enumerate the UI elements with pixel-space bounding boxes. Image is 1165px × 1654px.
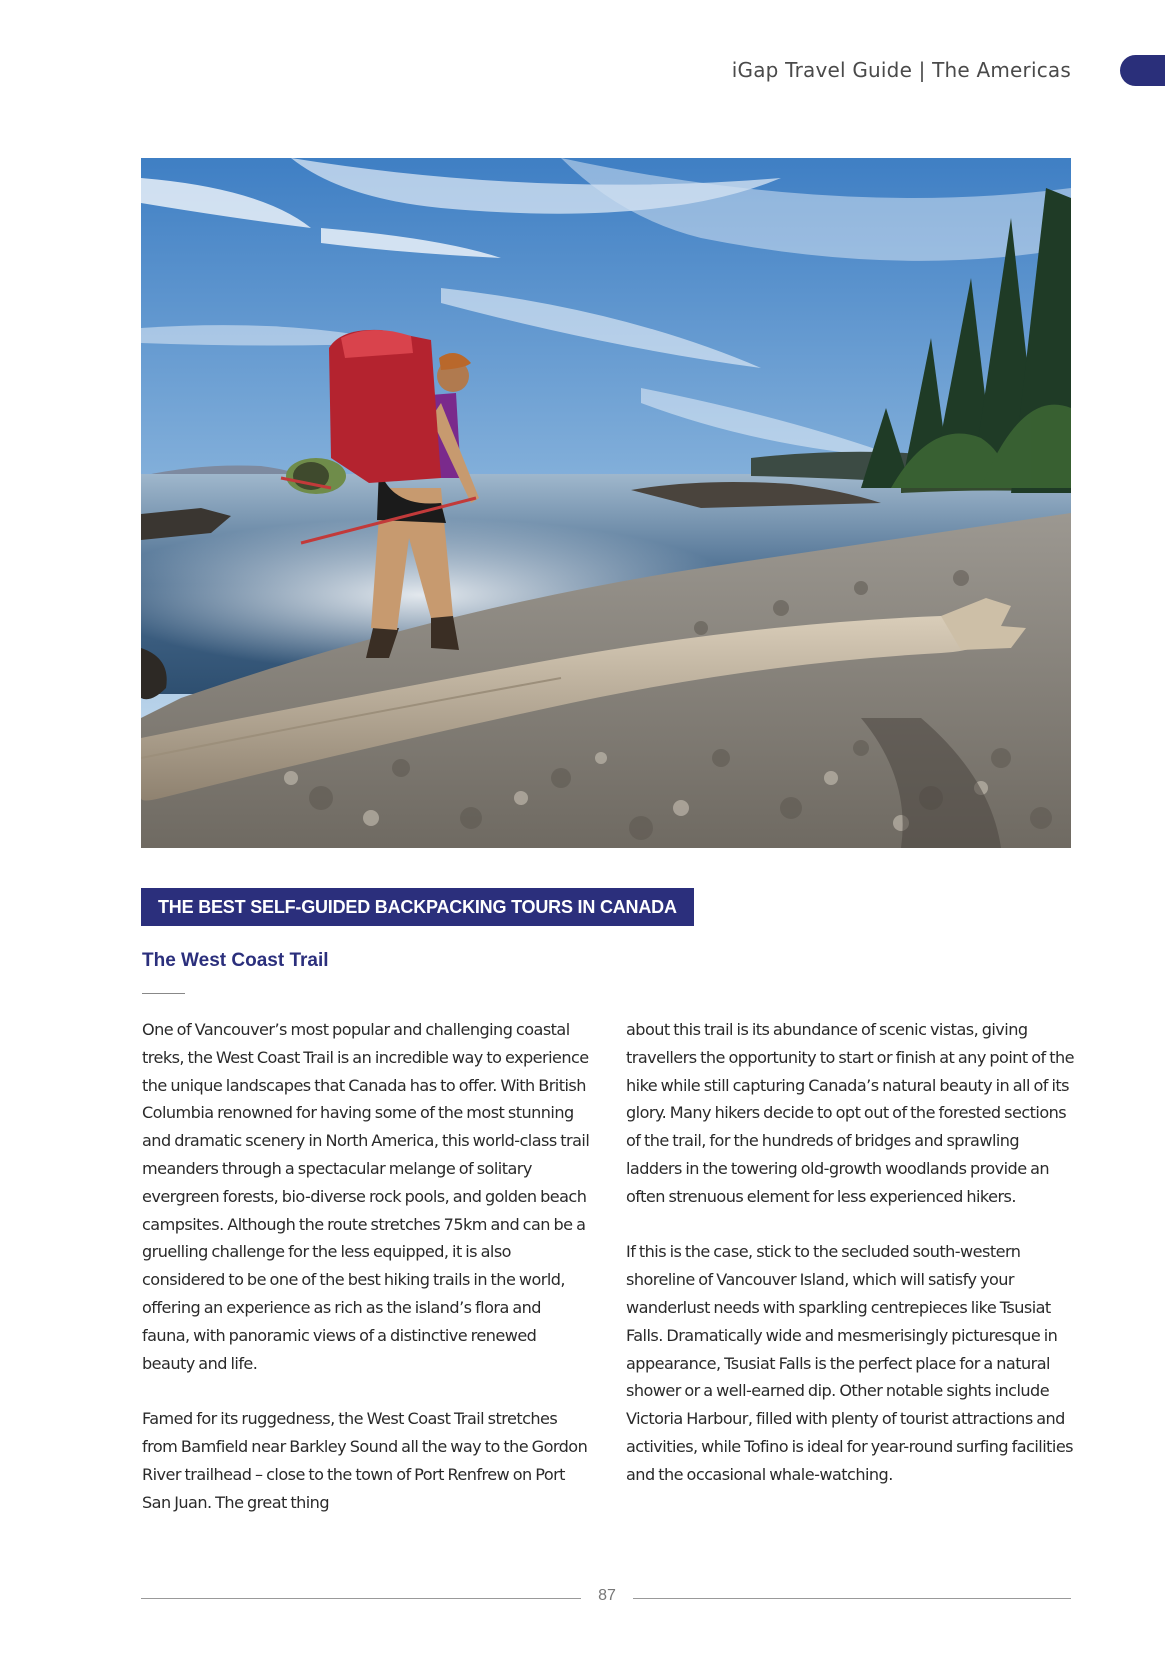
footer-rule-left (141, 1598, 581, 1599)
section-heading: The West Coast Trail (142, 950, 329, 971)
hiker-on-driftwood-photo (141, 158, 1071, 848)
article-column-left (142, 1016, 592, 1516)
paragraph: Famed for its ruggedness, the West Coast Trail stretches from Bamfield near Barkley Sound all the way to the Gordon River trailhead – close to the town of Port Renfrew on Port San Juan. The great thing (142, 1409, 588, 1512)
header-tab-marker (1120, 55, 1165, 86)
running-header: iGap Travel Guide | The Americas (731, 58, 1071, 82)
footer-rule-right (633, 1598, 1071, 1599)
page-number: 87 (598, 1587, 616, 1604)
heading-underline (142, 993, 185, 994)
paragraph: about this trail is its abundance of scenic vistas, giving travellers the opportunity to start or finish at any point of the hike while still capturing Canada’s natural beauty in all of its glory. Many hikers decide to opt out of the forested sections of the trail, for the hundreds of bridges and sprawling ladders in the towering old-growth woodlands provide an often strenuous element for less experienced hikers. (626, 1020, 1074, 1206)
article-column-right (626, 1016, 1076, 1489)
paragraph: If this is the case, stick to the secluded south-western shoreline of Vancouver Island, which will satisfy your wanderlust needs with sparkling centrepieces like Tsusiat Falls. Dramatically wide and mesmerisingly picturesque in appearance, Tsusiat Falls is the perfect place for a natural shower or a well-earned dip. Other notable sights include Victoria Harbour, filled with plenty of tourist attractions and activities, while Tofino is ideal for year-round surfing facilities and the occasional whale-watching. (626, 1242, 1074, 1484)
section-banner: THE BEST SELF-GUIDED BACKPACKING TOURS IN CANADA (141, 888, 694, 926)
paragraph: One of Vancouver’s most popular and challenging coastal treks, the West Coast Trail is an incredible way to experience the unique landscapes that Canada has to offer. With British Columbia renowned for having some of the most stunning and dramatic scenery in North America, this world-class trail meanders through a spectacular melange of solitary evergreen forests, bio-diverse rock pools, and golden beach campsites. Although the route stretches 75km and can be a gruelling challenge for the less equipped, it is also considered to be one of the best hiking trails in the world, offering an experience as rich as the island’s flora and fauna, with panoramic views of a distinctive renewed beauty and life. (142, 1020, 590, 1373)
